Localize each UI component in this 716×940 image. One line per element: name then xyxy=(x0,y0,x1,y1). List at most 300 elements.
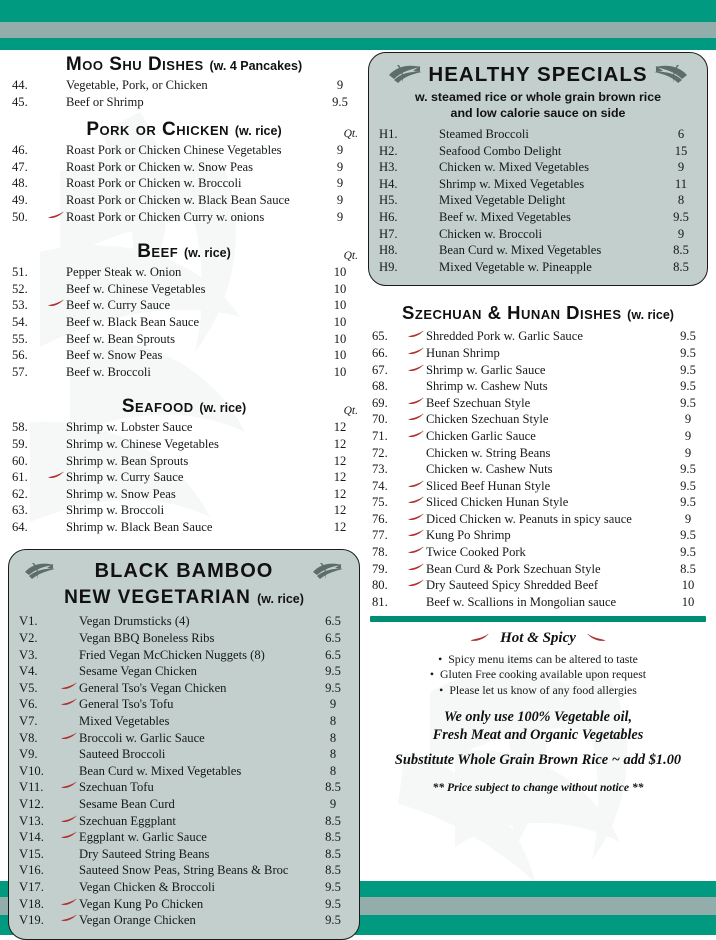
item-number: V14. xyxy=(19,830,44,845)
item-name: Kung Po Shrimp xyxy=(426,528,511,543)
item-price: 12 xyxy=(333,486,347,501)
section-moo-shu-dishes xyxy=(8,52,360,77)
chili-spacer xyxy=(421,259,439,271)
chili-pepper-icon xyxy=(408,561,426,573)
chili-spacer xyxy=(421,209,439,221)
section-subtitle: (w. rice) xyxy=(199,401,247,416)
item-name: Vegan Chicken & Broccoli xyxy=(79,879,216,894)
item-number: 69. xyxy=(372,395,388,410)
menu-item-row[interactable] xyxy=(8,77,360,94)
item-list-seafood xyxy=(8,419,360,535)
menu-item-row[interactable] xyxy=(375,143,701,160)
item-number: H1. xyxy=(379,127,398,141)
item-number: 73. xyxy=(372,462,388,477)
item-name: General Tso's Tofu xyxy=(79,697,174,712)
item-number: 60. xyxy=(12,453,28,468)
item-price: 9.5 xyxy=(680,362,696,377)
chili-spacer xyxy=(61,796,79,808)
item-name: Twice Cooked Pork xyxy=(426,545,526,560)
item-name: Chicken w. String Beans xyxy=(426,445,551,460)
item-price: 9.5 xyxy=(673,209,689,224)
top-band-teal-1 xyxy=(0,0,716,22)
footer-bullet-item: • Gluten Free cooking available upon request xyxy=(368,667,708,683)
item-price: 9.5 xyxy=(325,680,341,695)
chili-spacer xyxy=(48,175,66,187)
item-price: 9.5 xyxy=(325,913,341,928)
section-title-text: Pork or Chicken xyxy=(86,119,230,141)
menu-item-row[interactable] xyxy=(8,209,360,226)
healthy-specials-subtitle xyxy=(375,89,701,121)
item-number: 72. xyxy=(372,445,388,460)
menu-item-row[interactable] xyxy=(368,328,708,345)
item-number: 68. xyxy=(372,379,388,394)
chili-spacer xyxy=(61,746,79,758)
menu-page xyxy=(0,52,716,928)
menu-item-row[interactable] xyxy=(368,561,708,578)
item-number: 65. xyxy=(372,329,388,344)
item-list-healthy xyxy=(375,126,701,275)
item-price: 8 xyxy=(329,747,337,762)
item-number: V4. xyxy=(19,664,38,679)
menu-item-row[interactable] xyxy=(8,264,360,281)
section-pork-or-chicken xyxy=(8,117,360,142)
chili-spacer xyxy=(421,192,439,204)
footer-note-substitute: Substitute Whole Grain Brown Rice ~ add $1.00 xyxy=(394,752,682,768)
item-price: 8.5 xyxy=(673,243,689,258)
menu-item-row[interactable] xyxy=(15,796,353,813)
item-number: H7. xyxy=(379,226,398,241)
item-name: Beef w. Bean Sprouts xyxy=(66,331,176,346)
menu-item-row[interactable] xyxy=(8,331,360,348)
item-number: 55. xyxy=(12,331,28,346)
chili-pepper-icon xyxy=(408,328,426,340)
item-number: 63. xyxy=(12,503,28,518)
panel-title-text: NEW VEGETARIAN xyxy=(64,587,251,609)
item-number: V19. xyxy=(19,913,44,928)
chili-pepper-icon xyxy=(408,478,426,490)
item-price: 9.5 xyxy=(325,879,341,894)
item-number: 50. xyxy=(12,209,28,224)
item-list-pork-chicken xyxy=(8,142,360,225)
item-name: Sliced Chicken Hunan Style xyxy=(426,495,569,510)
menu-item-row[interactable] xyxy=(8,281,360,298)
menu-item-row[interactable] xyxy=(15,879,353,896)
section-subtitle: (w. rice) xyxy=(234,124,282,139)
item-price: 11 xyxy=(674,176,688,191)
item-price: 9 xyxy=(336,176,344,191)
subtitle-line-1: w. steamed rice or whole grain brown rice xyxy=(414,90,662,104)
item-name: Shrimp w. Cashew Nuts xyxy=(426,379,548,394)
item-price: 9.5 xyxy=(680,478,696,493)
chili-spacer xyxy=(48,142,66,154)
item-name: Roast Pork or Chicken w. Black Bean Sauce xyxy=(66,192,290,207)
item-name: Beef w. Snow Peas xyxy=(66,348,163,363)
menu-item-row[interactable] xyxy=(15,829,353,846)
item-number: 75. xyxy=(372,495,388,510)
menu-item-row[interactable] xyxy=(15,862,353,879)
menu-item-row[interactable] xyxy=(8,142,360,159)
menu-item-row[interactable] xyxy=(8,419,360,436)
menu-item-row[interactable] xyxy=(368,345,708,362)
section-title-text: Seafood xyxy=(121,396,194,418)
item-number: V15. xyxy=(19,846,44,861)
hot-and-spicy-heading xyxy=(368,630,708,647)
panel-subtitle: (w. rice) xyxy=(257,592,304,607)
item-number: 80. xyxy=(372,578,388,593)
item-name: Bean Curd w. Mixed Vegetables xyxy=(439,243,602,258)
section-title-pork-chicken xyxy=(8,117,360,142)
menu-item-row[interactable] xyxy=(8,486,360,503)
left-column xyxy=(8,52,360,940)
top-band-teal-2 xyxy=(0,38,716,50)
item-number: 78. xyxy=(372,545,388,560)
menu-item-row[interactable] xyxy=(368,478,708,495)
item-number: 74. xyxy=(372,478,388,493)
chili-spacer xyxy=(48,519,66,531)
chili-spacer xyxy=(421,242,439,254)
menu-item-row[interactable] xyxy=(8,519,360,536)
item-number: H2. xyxy=(379,143,398,158)
menu-item-row[interactable] xyxy=(375,259,701,276)
chili-spacer xyxy=(48,314,66,326)
item-price: 8 xyxy=(329,763,337,778)
menu-item-row[interactable] xyxy=(8,192,360,209)
item-number: V5. xyxy=(19,680,38,695)
menu-item-row[interactable] xyxy=(15,813,353,830)
item-name: Dry Sauteed String Beans xyxy=(79,846,210,861)
menu-item-row[interactable] xyxy=(375,209,701,226)
item-number: 46. xyxy=(12,143,28,158)
chili-pepper-icon xyxy=(587,631,607,648)
item-name: Szechuan Tofu xyxy=(79,780,154,795)
bamboo-leaf-icon xyxy=(387,62,423,89)
item-number: 59. xyxy=(12,436,28,451)
menu-item-row[interactable] xyxy=(375,242,701,259)
item-name: Steamed Broccoli xyxy=(439,127,529,141)
item-name: Eggplant w. Garlic Sauce xyxy=(79,830,207,845)
item-price: 10 xyxy=(681,578,695,593)
item-name: Sesame Vegan Chicken xyxy=(79,664,197,679)
item-price: 9 xyxy=(336,159,344,174)
item-price: 8.5 xyxy=(680,561,696,576)
item-number: 71. xyxy=(372,428,388,443)
footer-bullet-item: • Spicy menu items can be altered to taste xyxy=(368,652,708,668)
menu-item-row[interactable] xyxy=(15,613,353,630)
item-name: Shrimp w. Lobster Sauce xyxy=(66,420,193,435)
menu-item-row[interactable] xyxy=(375,126,701,143)
item-price: 9 xyxy=(684,445,692,460)
chili-spacer xyxy=(48,453,66,465)
menu-item-row[interactable] xyxy=(8,159,360,176)
menu-item-row[interactable] xyxy=(368,428,708,445)
item-number: 52. xyxy=(12,281,28,296)
item-price: 9.5 xyxy=(680,395,696,410)
menu-item-row[interactable] xyxy=(8,453,360,470)
item-number: V7. xyxy=(19,714,38,729)
item-name: Shrimp w. Snow Peas xyxy=(66,486,176,501)
item-price: 8.5 xyxy=(325,863,341,878)
item-number: H9. xyxy=(379,259,398,274)
menu-item-row[interactable] xyxy=(368,461,708,478)
item-name: Roast Pork or Chicken Chinese Vegetables xyxy=(66,143,282,158)
chili-spacer xyxy=(61,663,79,675)
item-number: V3. xyxy=(19,647,38,662)
chili-pepper-icon xyxy=(61,779,79,791)
item-name: Sauteed Snow Peas, String Beans & Broc xyxy=(79,863,289,878)
item-name: Beef w. Curry Sauce xyxy=(66,298,171,313)
item-number: 79. xyxy=(372,561,388,576)
item-name: Vegan Drumsticks (4) xyxy=(79,614,190,629)
right-column xyxy=(368,52,708,794)
item-price: 10 xyxy=(333,298,347,313)
chili-pepper-icon xyxy=(61,912,79,924)
menu-item-row[interactable] xyxy=(15,779,353,796)
menu-item-row[interactable] xyxy=(368,594,708,611)
menu-item-row[interactable] xyxy=(8,469,360,486)
item-name: Roast Pork or Chicken w. Snow Peas xyxy=(66,159,254,174)
menu-item-row[interactable] xyxy=(15,713,353,730)
item-number: H5. xyxy=(379,193,398,208)
item-price: 10 xyxy=(333,265,347,280)
chili-spacer xyxy=(421,143,439,155)
menu-item-row[interactable] xyxy=(368,511,708,528)
menu-item-row[interactable] xyxy=(368,411,708,428)
item-price: 9.5 xyxy=(680,545,696,560)
item-number: V2. xyxy=(19,631,38,646)
chili-spacer xyxy=(61,846,79,858)
chili-pepper-icon xyxy=(61,896,79,908)
item-price: 9 xyxy=(677,226,685,241)
menu-item-row[interactable] xyxy=(375,159,701,176)
top-border-bands xyxy=(0,0,716,50)
bamboo-leaf-icon xyxy=(311,560,345,585)
menu-item-row[interactable] xyxy=(15,896,353,913)
item-price: 9.5 xyxy=(680,345,696,360)
section-title-text: Beef xyxy=(137,241,179,263)
item-number: H8. xyxy=(379,243,398,258)
item-number: 56. xyxy=(12,348,28,363)
item-name: Diced Chicken w. Peanuts in spicy sauce xyxy=(426,511,632,526)
panel-title-healthy-specials: HEALTHY SPECIALS xyxy=(428,63,648,86)
chili-pepper-icon xyxy=(408,527,426,539)
item-name: Chicken w. Broccoli xyxy=(439,226,543,241)
footer-bullet-item: • Please let us know of any food allergies xyxy=(368,683,708,699)
menu-item-row[interactable] xyxy=(8,297,360,314)
item-price: 10 xyxy=(333,348,347,363)
menu-item-row[interactable] xyxy=(368,395,708,412)
item-name: Pepper Steak w. Onion xyxy=(66,265,182,280)
section-seafood xyxy=(8,394,360,419)
item-price: 6.5 xyxy=(325,614,341,629)
item-name: Bean Curd w. Mixed Vegetables xyxy=(79,763,242,778)
chili-spacer xyxy=(421,126,439,138)
chili-pepper-icon xyxy=(61,680,79,692)
item-name: Sesame Bean Curd xyxy=(79,797,175,811)
menu-item-row[interactable] xyxy=(8,314,360,331)
menu-item-row[interactable] xyxy=(368,544,708,561)
item-price: 9 xyxy=(684,428,692,443)
item-number: V1. xyxy=(19,614,38,629)
chili-pepper-icon xyxy=(61,813,79,825)
item-number: V11. xyxy=(19,780,44,795)
item-price: 9 xyxy=(336,78,344,92)
item-name: Seafood Combo Delight xyxy=(439,143,562,158)
section-beef xyxy=(8,239,360,264)
item-name: General Tso's Vegan Chicken xyxy=(79,680,227,695)
section-title-text: Moo Shu Dishes xyxy=(65,54,204,75)
panel-title-new-vegetarian xyxy=(15,585,353,610)
bamboo-leaf-icon xyxy=(653,62,689,89)
item-price: 9 xyxy=(336,192,344,207)
chili-spacer xyxy=(61,763,79,775)
menu-item-row[interactable] xyxy=(375,192,701,209)
menu-item-row[interactable] xyxy=(375,176,701,193)
item-name: Beef w. Black Bean Sauce xyxy=(66,314,200,329)
menu-item-row[interactable] xyxy=(368,445,708,462)
item-price: 10 xyxy=(333,364,347,379)
menu-item-row[interactable] xyxy=(15,912,353,929)
item-name: Roast Pork or Chicken Curry w. onions xyxy=(66,209,265,224)
item-name: Shrimp w. Black Bean Sauce xyxy=(66,519,213,534)
menu-item-row[interactable] xyxy=(15,846,353,863)
menu-item-row[interactable] xyxy=(375,226,701,243)
item-number: V9. xyxy=(19,747,38,762)
item-name: Vegan BBQ Boneless Ribs xyxy=(79,631,215,646)
menu-item-row[interactable] xyxy=(15,746,353,763)
section-subtitle: (w. 4 Pancakes) xyxy=(209,59,303,73)
chili-spacer xyxy=(408,594,426,606)
item-name: Shredded Pork w. Garlic Sauce xyxy=(426,329,583,344)
chili-pepper-icon xyxy=(408,345,426,357)
menu-item-row[interactable] xyxy=(368,527,708,544)
item-name: Sliced Beef Hunan Style xyxy=(426,478,551,493)
menu-item-row[interactable] xyxy=(8,436,360,453)
bamboo-leaf-icon xyxy=(23,560,57,585)
chili-spacer xyxy=(48,364,66,376)
item-name: Shrimp w. Mixed Vegetables xyxy=(439,176,585,191)
item-number: V13. xyxy=(19,813,44,828)
chili-spacer xyxy=(48,281,66,293)
section-szechuan-hunan xyxy=(368,300,708,325)
item-name: Dry Sauteed Spicy Shredded Beef xyxy=(426,578,599,593)
menu-item-row[interactable] xyxy=(8,347,360,364)
menu-item-row[interactable] xyxy=(368,577,708,594)
item-number: 57. xyxy=(12,364,28,379)
chili-pepper-icon xyxy=(61,696,79,708)
section-title-moo-shu xyxy=(8,52,360,77)
chili-pepper-icon xyxy=(408,411,426,423)
item-number: V12. xyxy=(19,797,44,811)
item-price: 9.5 xyxy=(680,528,696,543)
item-price: 9 xyxy=(329,697,337,712)
menu-item-row[interactable] xyxy=(8,502,360,519)
chili-spacer xyxy=(61,647,79,659)
menu-item-row[interactable] xyxy=(8,175,360,192)
menu-item-row[interactable] xyxy=(368,494,708,511)
chili-spacer xyxy=(48,347,66,359)
panel-black-bamboo-vegetarian xyxy=(8,549,360,939)
menu-item-row[interactable] xyxy=(368,378,708,395)
panel-healthy-specials xyxy=(368,52,708,286)
chili-spacer xyxy=(61,630,79,642)
chili-spacer xyxy=(421,176,439,188)
chili-pepper-icon xyxy=(408,395,426,407)
item-list-szechuan-hunan xyxy=(368,328,708,610)
item-name: Fried Vegan McChicken Nuggets (8) xyxy=(79,647,265,662)
item-name: Chicken Garlic Sauce xyxy=(426,428,536,443)
section-title-beef xyxy=(8,239,360,264)
item-name: Beef Szechuan Style xyxy=(426,395,531,410)
item-price: 9 xyxy=(336,209,344,224)
item-number: 81. xyxy=(372,594,388,609)
item-number: 70. xyxy=(372,412,388,427)
menu-item-row[interactable] xyxy=(15,680,353,697)
chili-pepper-icon xyxy=(408,428,426,440)
item-number: V16. xyxy=(19,863,44,878)
item-price: 12 xyxy=(333,420,347,435)
menu-item-row[interactable] xyxy=(8,364,360,381)
chili-spacer xyxy=(48,331,66,343)
section-subtitle: (w. rice) xyxy=(184,246,231,261)
item-price: 12 xyxy=(333,519,347,534)
item-number: V17. xyxy=(19,879,44,894)
menu-item-row[interactable] xyxy=(15,763,353,780)
footer-note-quality xyxy=(368,708,708,744)
item-name: Mixed Vegetable w. Pineapple xyxy=(439,259,592,274)
item-number: 67. xyxy=(372,362,388,377)
item-price: 10 xyxy=(681,594,695,609)
top-band-gray xyxy=(0,22,716,38)
section-subtitle: (w. rice) xyxy=(627,308,674,323)
item-price: 9.5 xyxy=(680,495,696,510)
menu-item-row[interactable] xyxy=(15,630,353,647)
item-name: Beef w. Chinese Vegetables xyxy=(66,281,206,296)
item-price: 9 xyxy=(684,412,692,427)
chili-spacer xyxy=(48,159,66,171)
item-number: 54. xyxy=(12,314,28,329)
item-price: 12 xyxy=(333,453,347,468)
menu-item-row[interactable] xyxy=(15,696,353,713)
chili-spacer xyxy=(408,445,426,457)
chili-spacer xyxy=(408,461,426,473)
item-name: Vegan Kung Po Chicken xyxy=(79,896,204,911)
item-name: Bean Curd & Pork Szechuan Style xyxy=(426,561,601,576)
item-price: 6.5 xyxy=(325,647,341,662)
item-price: 10 xyxy=(333,331,347,346)
menu-item-row[interactable] xyxy=(15,647,353,664)
item-name: Mixed Vegetables xyxy=(79,714,170,729)
item-name: Broccoli w. Garlic Sauce xyxy=(79,730,205,745)
menu-item-row[interactable] xyxy=(368,362,708,379)
chili-spacer xyxy=(408,378,426,390)
subtitle-line-2: and low calorie sauce on side xyxy=(450,106,626,120)
chili-spacer xyxy=(61,862,79,874)
menu-item-row[interactable] xyxy=(8,94,360,111)
chili-pepper-icon xyxy=(408,494,426,506)
chili-spacer xyxy=(48,502,66,514)
footer-divider xyxy=(370,616,706,622)
menu-item-row[interactable] xyxy=(15,663,353,680)
item-name: Beef or Shrimp xyxy=(66,94,144,109)
item-price: 9.5 xyxy=(332,94,348,109)
section-title-text: Szechuan & Hunan Dishes xyxy=(402,302,622,324)
item-price: 6 xyxy=(677,127,685,141)
chili-pepper-icon xyxy=(48,209,66,221)
menu-item-row[interactable] xyxy=(15,730,353,747)
item-price: 9.5 xyxy=(680,379,696,394)
section-title-szechuan-hunan xyxy=(368,300,708,325)
item-number: V18. xyxy=(19,896,44,911)
